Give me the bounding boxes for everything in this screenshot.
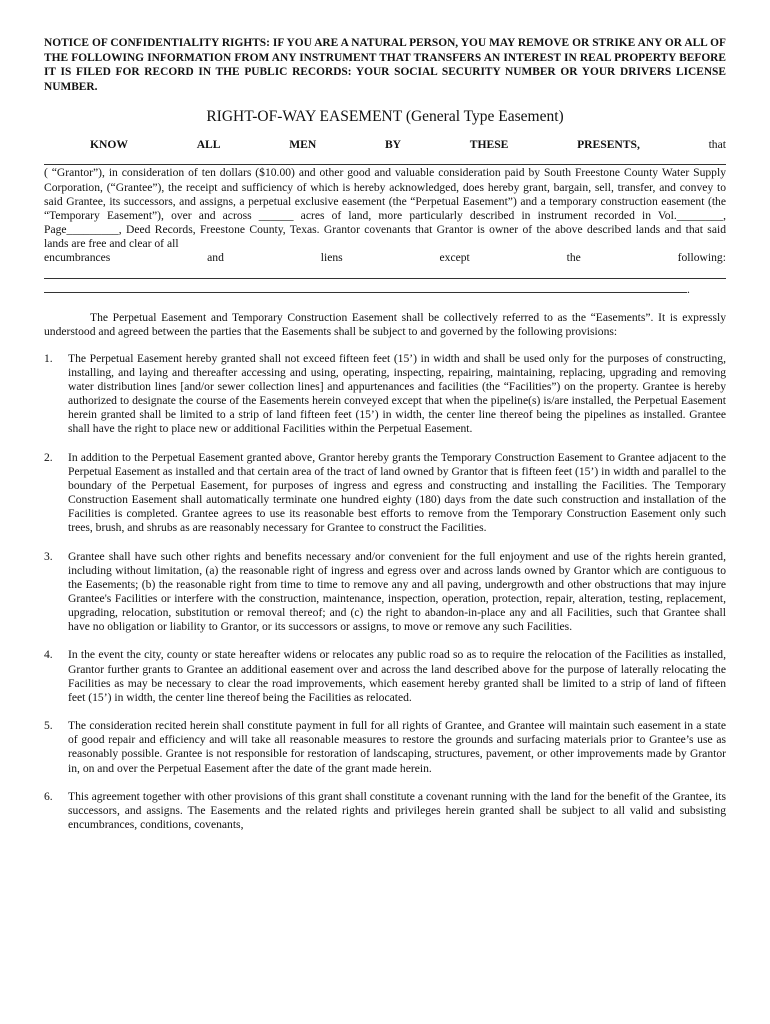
know-word: ALL [196, 138, 221, 152]
provision-number: 5. [44, 719, 53, 733]
exceptions-blank-line-1 [44, 265, 726, 279]
know-word: KNOW [90, 138, 129, 152]
know-all-men-line [44, 138, 726, 152]
encumbrances-word: except [439, 251, 470, 265]
line-period: . [687, 283, 690, 297]
encumbrances-line [44, 251, 726, 265]
document-title: RIGHT-OF-WAY EASEMENT (General Type Easement) [206, 108, 564, 126]
provision-text: This agreement together with other provisions of this grant shall constitute a covenant running with the land for the benefit of the Grantee, its successors, and assigns. The Easements and the related rights and privileges herein granted shall be subject to all valid and subsisting encumbrances, conditions, covenants, [68, 789, 726, 831]
know-word: BY [384, 138, 402, 152]
know-word: PRESENTS, [577, 138, 640, 152]
provision-item [44, 648, 726, 705]
know-word: MEN [289, 138, 317, 152]
grantor-paragraph: ( “Grantor”), in consideration of ten dollars ($10.00) and other good and valuable consideration paid by South Freestone County Water Supply Corporation, (“Grantee”), the receipt and sufficiency of which is hereby acknowledged, does hereby grant, bargain, sell, transfer, and convey to said Grantee, its successors, and assigns, a perpetual exclusive easement (the “Perpetual Easement”) and a temporary construction easement (the “Temporary Easement”), over and across ______ acres of land, more particularly described in instrument recorded in Vol.________, Page_________, Deed Records, Freestone County, Texas. Grantor covenants that Grantor is owner of the above described lands and that said lands are free and clear of all [44, 166, 726, 251]
provision-text: Grantee shall have such other rights and benefits necessary and/or convenient for the full enjoyment and use of the rights herein granted, including without limitation, (a) the reasonable right of ingress and egress over and across lands owned by Grantor which are contiguous to the Easements; (b) the reasonable right from time to time to remove any and all paving, undergrowth and other obstructions that may injure Grantee's Facilities or interfere with the construction, maintenance, inspection, operation, protection, repair, alteration, testing, replacement, upgrading, relocation, substitution or removal thereof; and (c) the right to abandon-in-place any and all Facilities, such that Grantee shall have no obligation or liability to Grantor, or its successors or assigns, to move or remove any such Facilities. [68, 549, 726, 634]
provision-text: In the event the city, county or state hereafter widens or relocates any public road so as to require the relocation of the Facilities as installed, Grantor further grants to Grantee an additional easement over and across the land described above for the purpose of laterally relocating the Facilities as may be necessary to clear the road improvements, which easement hereby granted shall be limited to a strip of land of fifteen feet (15’) in width, the center line thereof being the Facilities as relocated. [68, 648, 726, 704]
encumbrances-word: encumbrances [44, 251, 111, 265]
provision-number: 6. [44, 789, 53, 803]
provision-item [44, 719, 726, 776]
provision-text: In addition to the Perpetual Easement granted above, Grantor hereby grants the Temporary Construction Easement to Grantee adjacent to the Perpetual Easement as installed and that certain area of the tract of land owned by Grantor that is fifteen feet (15’) in width and parallel to the boundary of the Perpetual Easement, for purposes of ingress and egress and constructing and installing the Facilities. The Temporary Construction Easement shall automatically terminate one hundred eighty (180) days from the date such construction and installation of the Facilities is completed. Grantee agrees to use its reasonable best efforts to remove from the Temporary Construction Easement only such trees, brush, and shrubs as are reasonably necessary for Grantee to construct the Facilities. [68, 450, 726, 535]
know-word: that [708, 138, 726, 152]
provision-item [44, 790, 726, 832]
provision-number: 2. [44, 450, 53, 464]
encumbrances-word: and [207, 251, 224, 265]
provision-text: The consideration recited herein shall constitute payment in full for all rights of Grantee, and Grantee will maintain such easement in a state of good repair and efficiency and will take all reasonable measures to restore the grounds and surfacing materials prior to Grantee’s use as reasonably possible. Grantee is not responsible for restoration of landscaping, structures, pavement, or other improvements made by Grantor in, on and over the Perpetual Easement after the date of the grant made herein. [68, 719, 726, 775]
encumbrances-word: following: [677, 251, 726, 265]
encumbrances-word: liens [320, 251, 343, 265]
exceptions-blank-line-2 [44, 279, 726, 297]
provision-item [44, 352, 726, 437]
provision-text: The Perpetual Easement hereby granted shall not exceed fifteen feet (15’) in width and shall be used only for the purposes of constructing, installing, and laying and thereafter accessing and using, operating, inspecting, repairing, maintaining, replacing, upgrading and removing water distribution lines [and/or sewer collection lines] and appurtenances and facilities (the “Facilities”) on the property. Grantee is hereby authorized to designate the course of the Easements herein conveyed except that when the pipeline(s) is/are installed, the Perpetual Easement herein granted shall be limited to a strip of land fifteen feet (15’) in width, the center line thereof being the pipelines as installed. Grantee shall have the right to place new or additional Facilities within the Perpetual Easement. [68, 351, 726, 436]
encumbrances-word: the [566, 251, 581, 265]
provision-item [44, 451, 726, 536]
provision-number: 3. [44, 549, 53, 563]
provisions-list [44, 352, 726, 833]
grantor-name-blank [44, 152, 726, 165]
provision-item [44, 550, 726, 635]
exceptions-blank [44, 279, 687, 293]
confidentiality-notice: NOTICE OF CONFIDENTIALITY RIGHTS: IF YOU ARE A NATURAL PERSON, YOU MAY REMOVE OR STRIKE ANY OR ALL OF THE FOLLOWING INFORMATION FROM ANY INSTRUMENT THAT TRANSFERS AN INTEREST IN REAL PROPERTY BEFORE IT IS FILED FOR RECORD IN THE PUBLIC RECORDS: YOUR SOCIAL SECURITY NUMBER OR YOUR DRIVERS LICENSE NUMBER. [44, 37, 726, 93]
provision-number: 4. [44, 648, 53, 662]
know-word: THESE [469, 138, 509, 152]
provision-number: 1. [44, 351, 53, 365]
intro-paragraph: The Perpetual Easement and Temporary Construction Easement shall be collectively referred to as the “Easements”. It is expressly understood and agreed between the parties that the Easements shall be subject to and governed by the following provisions: [44, 311, 726, 339]
